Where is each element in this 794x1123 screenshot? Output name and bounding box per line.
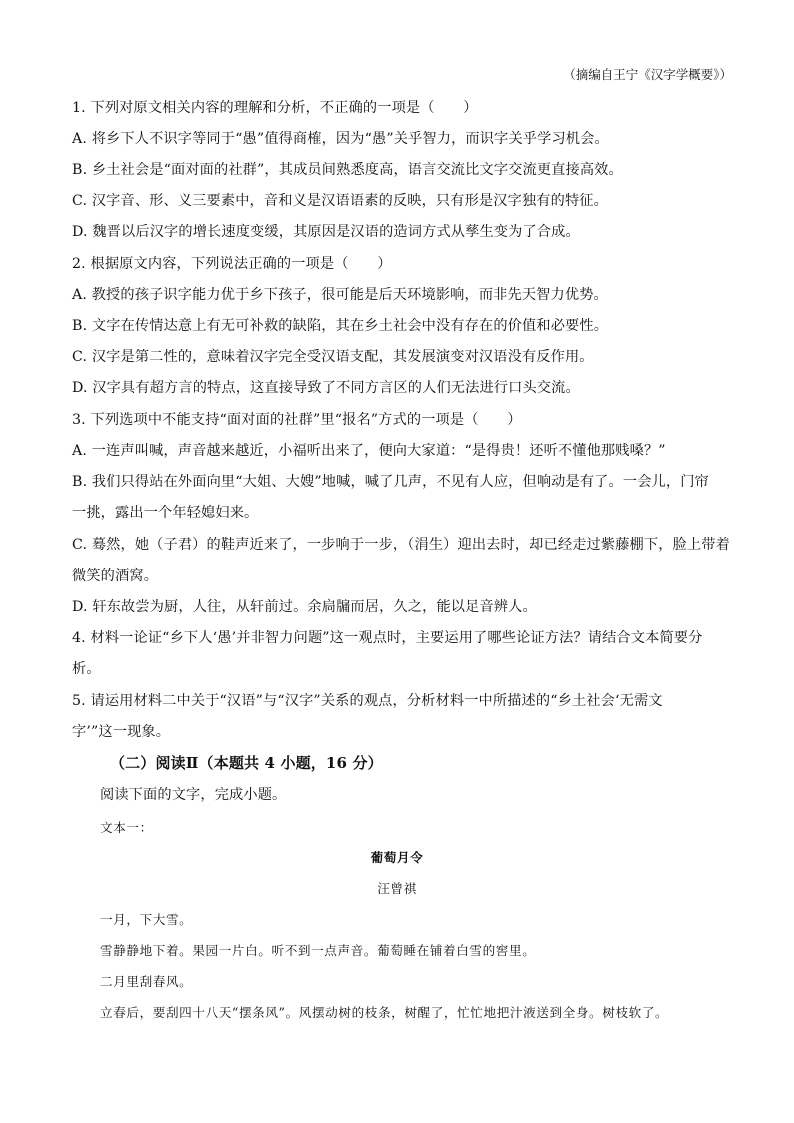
article-title: 葡萄月令 [370, 850, 424, 865]
question-1-option-a: A. 将乡下人不识字等同于“愚”值得商榷，因为“愚”关乎智力，而识字关乎学习机会。 [72, 131, 609, 147]
question-1-option-c: C. 汉字音、形、义三要素中，音和义是汉语语素的反映，只有形是汉字独有的特征。 [72, 193, 608, 209]
question-4-stem-cont: 析。 [72, 661, 101, 677]
question-2-option-c: C. 汉字是第二性的，意味着汉字完全受汉语支配，其发展演变对汉语没有反作用。 [72, 349, 594, 365]
question-1-option-b: B. 乡土社会是“面对面的社群”，其成员间熟悉度高，语言交流比文字交流更直接高效。 [72, 162, 623, 178]
article-paragraph: 立春后，要刮四十八天“摆条风”。风摆动树的枝条，树醒了，忙忙地把汁液送到全身。树枝软了。 [100, 1005, 669, 1020]
question-2-option-b: B. 文字在传情达意上有无可补救的缺陷，其在乡土社会中没有存在的价值和必要性。 [72, 318, 609, 334]
question-2-stem: 2. 根据原文内容，下列说法正确的一项是（ ） [72, 256, 392, 272]
text-label: 文本一： [100, 820, 153, 835]
article-paragraph: 一月，下大雪。 [100, 912, 193, 927]
reading-instruction: 阅读下面的文字，完成小题。 [100, 787, 287, 803]
article-paragraph: 雪静静地下着。果园一片白。听不到一点声音。葡萄睡在铺着白雪的窖里。 [100, 943, 536, 958]
article-paragraph: 二月里刮春风。 [100, 974, 193, 989]
question-2-option-a: A. 教授的孩子识字能力优于乡下孩子，很可能是后天环境影响，而非先天智力优势。 [72, 287, 608, 303]
question-3-stem: 3. 下列选项中不能支持“面对面的社群”里“报名”方式的一项是（ ） [72, 412, 522, 428]
question-3-option-b: B. 我们只得站在外面向里“大姐、大嫂”地喊，喊了几声，不见有人应，但响动是有了。一会儿，门帘 [72, 474, 709, 490]
question-4-stem: 4. 材料一论证“乡下人‘愚’并非智力问题”这一观点时，主要运用了哪些论证方法？请结合文本简要分 [72, 630, 703, 646]
question-3-option-b-cont: 一挑，露出一个年轻媳妇来。 [72, 505, 259, 521]
question-3-option-a: A. 一连声叫喊，声音越来越近，小福听出来了，便向大家道：“是得贵！还听不懂他那贱嗓？” [72, 443, 666, 459]
question-5-stem-cont: 字’”这一现象。 [72, 724, 171, 740]
question-3-option-d: D. 轩东故尝为厨，人往，从轩前过。余扃牖而居，久之，能以足音辨人。 [72, 599, 537, 615]
question-2-option-d: D. 汉字具有超方言的特点，这直接导致了不同方言区的人们无法进行口头交流。 [72, 380, 580, 396]
question-3-option-c-cont: 微笑的酒窝。 [72, 568, 159, 584]
question-1-stem: 1. 下列对原文相关内容的理解和分析，不正确的一项是（ ） [72, 100, 478, 116]
question-5-stem: 5. 请运用材料二中关于“汉语”与“汉字”关系的观点，分析材料一中所描述的“乡土社会‘无需文 [72, 693, 663, 709]
question-3-option-c: C. 蓦然，她（子君）的鞋声近来了，一步响于一步，（涓生）迎出去时，却已经走过紫藤棚下，脸上带着 [72, 537, 730, 553]
source-note: （摘编自王宁《汉字学概要》） [563, 67, 732, 82]
article-author: 汪曾祺 [377, 881, 417, 896]
question-1-option-d: D. 魏晋以后汉字的增长速度变缓，其原因是汉语的造词方式从孳生变为了合成。 [72, 224, 580, 240]
section-heading: （二）阅读Ⅱ（本题共 4 小题，16 分） [110, 754, 383, 772]
